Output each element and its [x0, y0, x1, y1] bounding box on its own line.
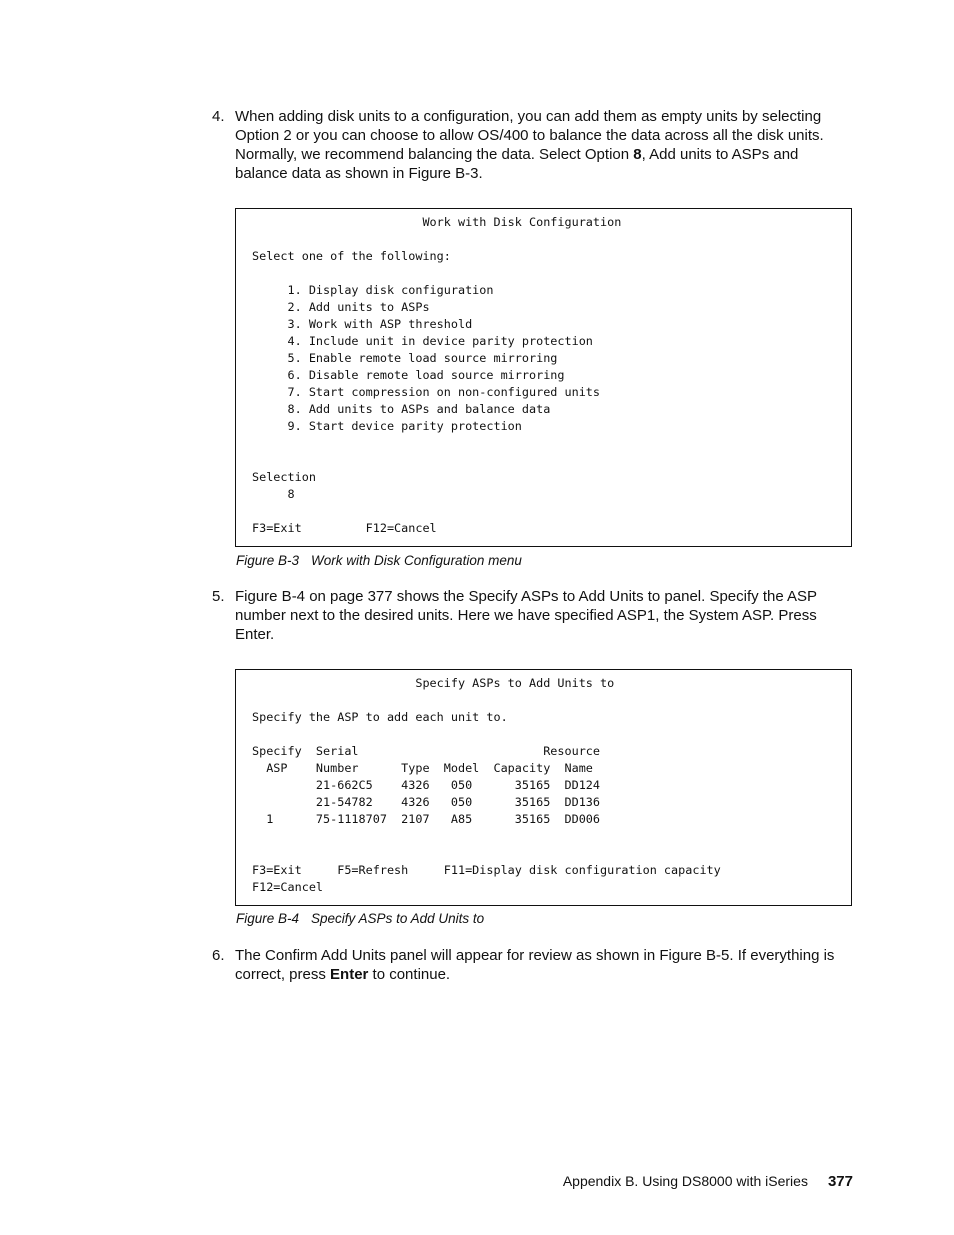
text-segment: to continue.: [368, 966, 451, 983]
screen-line: Work with Disk Configuration: [252, 215, 622, 229]
figure-title: Specify ASPs to Add Units to: [311, 911, 485, 926]
step-number: 5.: [212, 588, 225, 605]
figure-title: Work with Disk Configuration menu: [311, 553, 522, 568]
screen-line: 7. Start compression on non-configured units: [252, 385, 601, 399]
screen-line: Selection: [252, 470, 316, 484]
figure-label: Figure B-4: [236, 911, 300, 926]
figure-caption-b4: [236, 911, 484, 926]
screen-line: F12=Cancel: [252, 880, 324, 894]
screen-line: [252, 503, 851, 520]
screen-line: [252, 452, 851, 469]
step-text: [235, 587, 852, 644]
step-text: [235, 946, 852, 984]
text-segment: Figure B-4 on page 377 shows the Specify ASPs to Add Units to panel. Specify the ASP number next to the desired units. Here we have specified ASP1, the System ASP. Press Enter.: [235, 588, 817, 643]
footer-chapter-title: Appendix B. Using DS8000 with iSeries: [562, 1173, 808, 1189]
screen-line: 21-662C5 4326 050 35165 DD124: [252, 778, 601, 792]
screen-line: Specify Serial Resource: [252, 744, 601, 758]
screen-line: [252, 726, 851, 743]
screen-line: [252, 828, 851, 845]
page-number: 377: [827, 1173, 853, 1190]
page-footer: [540, 1173, 853, 1190]
terminal-screen-work-with-disk-configuration: [235, 208, 852, 547]
screen-line: 1 75-1118707 2107 A85 35165 DD006: [252, 812, 601, 826]
screen-line: 2. Add units to ASPs: [252, 300, 430, 314]
screen-line: 4. Include unit in device parity protection: [252, 334, 593, 348]
step-text: [235, 107, 852, 183]
screen-line: 9. Start device parity protection: [252, 419, 522, 433]
step-5: [212, 587, 852, 644]
screen-line: [252, 692, 851, 709]
step-4: [212, 107, 852, 183]
text-segment: The Confirm Add Units panel will appear for review as shown in Figure B-5. If everything is correct, press: [235, 947, 835, 983]
screen-line: 8. Add units to ASPs and balance data: [252, 402, 551, 416]
screen-line: F3=Exit F12=Cancel: [252, 521, 437, 535]
screen-line: F3=Exit F5=Refresh F11=Display disk configuration capacity: [252, 863, 721, 877]
terminal-screen-specify-asps: [235, 669, 852, 906]
screen-line: 1. Display disk configuration: [252, 283, 494, 297]
screen-line: 21-54782 4326 050 35165 DD136: [252, 795, 601, 809]
screen-line: Select one of the following:: [252, 249, 451, 263]
text-segment: When adding disk units to a configuration, you can add them as empty units by selecting Option 2 or you can choose to allow OS/400 to balance the data across all the disk units. Normally, we recommend balancing the data. Select Option: [235, 108, 824, 163]
screen-line: 5. Enable remote load source mirroring: [252, 351, 558, 365]
screen-line: 6. Disable remote load source mirroring: [252, 368, 565, 382]
step-number: 4.: [212, 108, 225, 125]
step-number: 6.: [212, 947, 225, 964]
screen-line: [252, 265, 851, 282]
text-segment-bold: Enter: [330, 966, 369, 983]
screen-line: Specify ASPs to Add Units to: [252, 676, 615, 690]
screen-line: [252, 435, 851, 452]
figure-caption-b3: [236, 553, 522, 568]
screen-line: ASP Number Type Model Capacity Name: [252, 761, 593, 775]
text-segment-bold: 8: [633, 146, 642, 163]
screen-line: [252, 845, 851, 862]
text-segment: , Add units to ASPs and balance data as shown in Figure B-3.: [235, 146, 799, 182]
screen-line: Specify the ASP to add each unit to.: [252, 710, 508, 724]
screen-line: 3. Work with ASP threshold: [252, 317, 473, 331]
screen-line: 8: [252, 487, 295, 501]
step-6: [212, 946, 852, 984]
screen-line: [252, 231, 851, 248]
figure-label: Figure B-3: [236, 553, 300, 568]
